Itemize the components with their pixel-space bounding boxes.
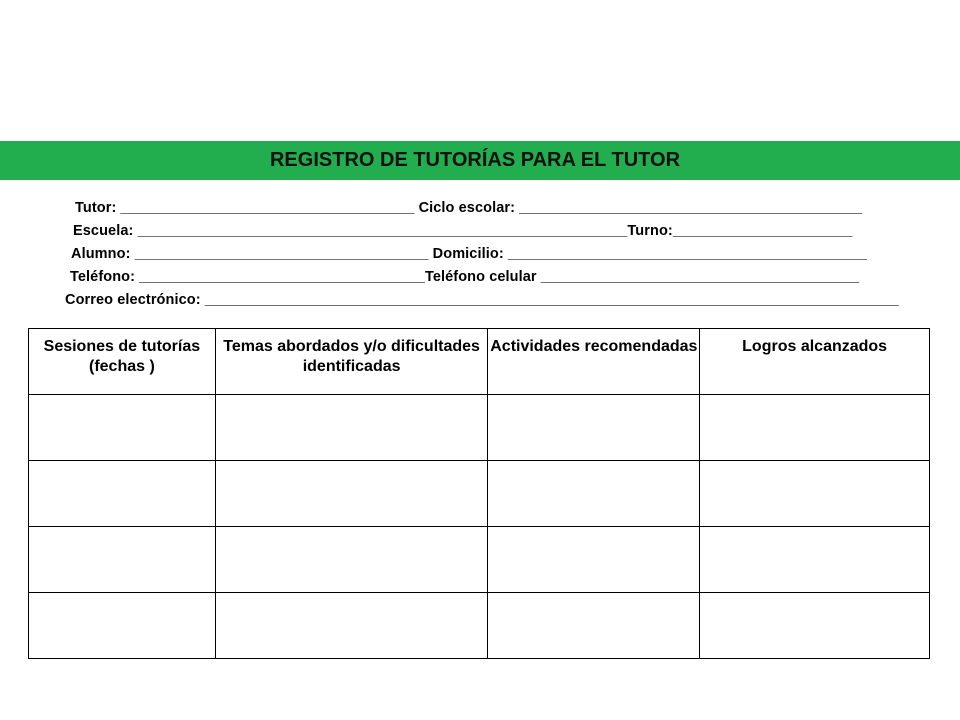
table-cell[interactable] — [488, 461, 700, 527]
table-cell[interactable] — [215, 527, 488, 593]
tutoring-log-table — [28, 328, 930, 659]
table-cell[interactable] — [215, 395, 488, 461]
table-cell[interactable] — [488, 395, 700, 461]
table-cell[interactable] — [29, 461, 216, 527]
table-cell[interactable] — [488, 593, 700, 659]
table-row — [29, 461, 930, 527]
table-row — [29, 527, 930, 593]
table-cell[interactable] — [700, 593, 930, 659]
student-address-line: Alumno: ____________________________________ Domicilio: ____________________________________________ — [71, 246, 868, 262]
table-row — [29, 593, 930, 659]
table-cell[interactable] — [29, 593, 216, 659]
header-achievements: Logros alcanzados — [700, 329, 930, 395]
header-sessions: Sesiones de tutorías (fechas ) — [29, 329, 216, 395]
table-cell[interactable] — [700, 395, 930, 461]
table-header-row — [29, 329, 930, 395]
table-row — [29, 395, 930, 461]
table-cell[interactable] — [29, 395, 216, 461]
tutor-cycle-line: Tutor: ____________________________________ Ciclo escolar: __________________________________________ — [75, 200, 863, 216]
title-banner — [0, 141, 960, 180]
table-cell[interactable] — [215, 461, 488, 527]
header-activities: Actividades recomendadas — [488, 329, 700, 395]
table-cell[interactable] — [700, 461, 930, 527]
form-title: REGISTRO DE TUTORÍAS PARA EL TUTOR — [269, 149, 681, 171]
table-cell[interactable] — [700, 527, 930, 593]
table-cell[interactable] — [488, 527, 700, 593]
table-cell[interactable] — [215, 593, 488, 659]
email-line: Correo electrónico: _____________________________________________________________________________________ — [65, 292, 899, 308]
phone-line: Teléfono: ___________________________________Teléfono celular _______________________________________ — [70, 269, 860, 285]
table-cell[interactable] — [29, 527, 216, 593]
school-shift-line: Escuela: ____________________________________________________________Turno:______________________ — [73, 223, 853, 239]
header-topics: Temas abordados y/o dificultades identificadas — [215, 329, 488, 395]
